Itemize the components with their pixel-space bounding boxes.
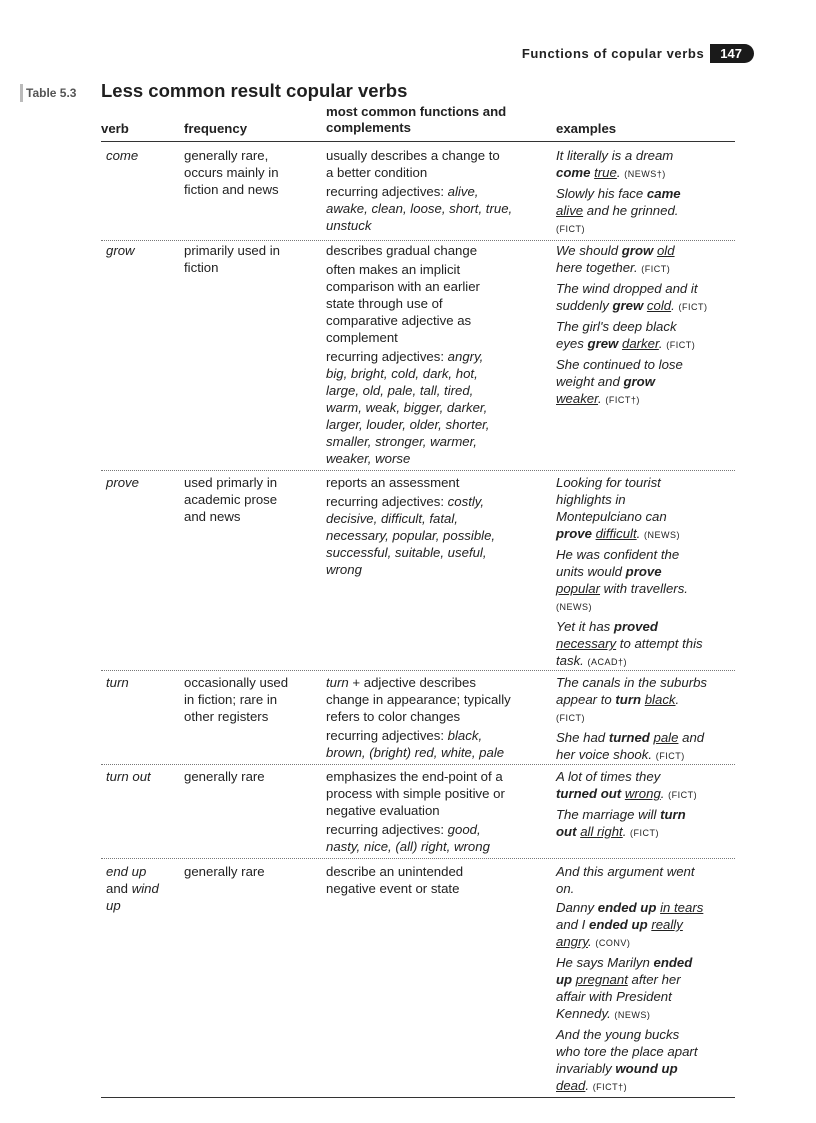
row-grow-frequency: primarily used in fiction [184, 243, 281, 275]
row-turn-out-verb: turn out [106, 769, 151, 784]
row-prove-functions: reports an assessment recurring adjectives: costly, decisive, difficult, fatal, necessary, popular, possible, successful, suitable, useful, wrong [326, 475, 496, 577]
header-functions-line2: complements [326, 120, 412, 135]
row-come-verb: come [106, 148, 139, 163]
table-bottom-rule [101, 1097, 735, 1098]
row-come-functions [326, 147, 512, 234]
row-grow-examples [556, 242, 707, 409]
row-prove-frequency: used primarly in academic prose and news [184, 475, 278, 524]
row-turn-examples [556, 674, 707, 765]
example: Yet it has proved necessary to attempt this task. (ACAD†) [556, 619, 703, 668]
row-divider [101, 764, 735, 765]
table-label: Table 5.3 [20, 84, 92, 102]
example: And this argument went on. [556, 864, 695, 896]
header-examples: examples [556, 121, 617, 136]
header-rule [101, 141, 735, 142]
row-end-up-verb: end up and wind up [106, 864, 159, 913]
row-end-up-functions: describe an unintended negative event or state [326, 864, 464, 896]
row-come-examples [556, 147, 681, 238]
example: The canals in the suburbs appear to turn black. (FICT) [556, 675, 708, 723]
example: Looking for tourist highlights in Montepulciano can prove difficult. (NEWS) [556, 475, 680, 541]
adjectives-block: recurring adjectives: alive, [326, 184, 479, 199]
running-head [522, 44, 754, 63]
page-number: 147 [710, 44, 754, 63]
function-line: usually describes a change to [326, 148, 500, 163]
example: She continued to lose weight and grow weaker. (FICT†) [556, 357, 683, 406]
row-turn-frequency: occasionally used in fiction; rare in other registers [184, 675, 289, 724]
example: It literally is a dream come true. (NEWS†) [556, 148, 674, 180]
row-divider [101, 670, 735, 671]
row-end-up-examples [556, 863, 703, 1096]
row-divider [101, 240, 735, 241]
row-grow-verb: grow [106, 243, 135, 258]
example: A lot of times they turned out wrong. (FICT) [556, 769, 698, 801]
freq-line: fiction and news [184, 182, 279, 197]
example: Slowly his face came alive and he grinned. (FICT) [556, 186, 681, 234]
example: He says Marilyn ended up pregnant after her affair with President Kennedy. (NEWS) [556, 955, 693, 1021]
header-frequency: frequency [184, 121, 248, 136]
example: The wind dropped and it suddenly grew cold. (FICT) [556, 281, 708, 313]
row-end-up-frequency: generally rare [184, 864, 265, 879]
table-title: Less common result copular verbs [101, 80, 408, 101]
row-prove-verb: prove [106, 475, 139, 490]
freq-line: generally rare, [184, 148, 269, 163]
header-verb: verb [101, 121, 129, 136]
example: And the young bucks who tore the place apart invariably wound up dead. (FICT†) [556, 1027, 698, 1093]
example: She had turned pale and her voice shook. (FICT) [556, 730, 705, 762]
header-functions-line1: most common functions and [326, 104, 507, 119]
example: The girl's deep black eyes grew darker. (FICT) [556, 319, 696, 351]
example: He was confident the units would prove popular with travellers. (NEWS) [556, 547, 688, 612]
adjective-line: awake, clean, loose, short, true, [326, 201, 513, 216]
example: Danny ended up in tears and I ended up really angry. (CONV) [556, 900, 704, 949]
row-turn-functions: turn + adjective describes change in appearance; typically refers to color changes recurring adjectives: black, brown, (bright) red, white, pale [326, 675, 511, 760]
row-turn-out-functions: emphasizes the end-point of a process with simple positive or negative evaluation recurring adjectives: good, nasty, nice, (all) right, wrong [326, 769, 505, 854]
row-prove-examples [556, 474, 703, 671]
example: We should grow old here together. (FICT) [556, 243, 675, 275]
function-line: a better condition [326, 165, 428, 180]
row-turn-out-examples [556, 768, 697, 842]
row-turn-verb: turn [106, 675, 129, 690]
row-turn-out-frequency: generally rare [184, 769, 265, 784]
adjective-line: unstuck [326, 218, 372, 233]
row-divider [101, 470, 735, 471]
header-functions [326, 104, 506, 136]
row-grow-functions: describes gradual change often makes an implicit comparison with an earlier state through use of comparative adjective as complement recurring adjectives: angry, big, bright, cold, dark, hot, large, old, pale, tall, tired, warm, weak, bigger, darker, larger, louder, older, shorter, smaller, stronger, warmer, weaker, worse [326, 243, 490, 466]
example: The marriage will turn out all right. (FICT) [556, 807, 686, 839]
freq-line: occurs mainly in [184, 165, 279, 180]
row-come-frequency [184, 147, 279, 198]
row-divider [101, 858, 735, 859]
running-head-title: Functions of copular verbs [521, 46, 705, 61]
